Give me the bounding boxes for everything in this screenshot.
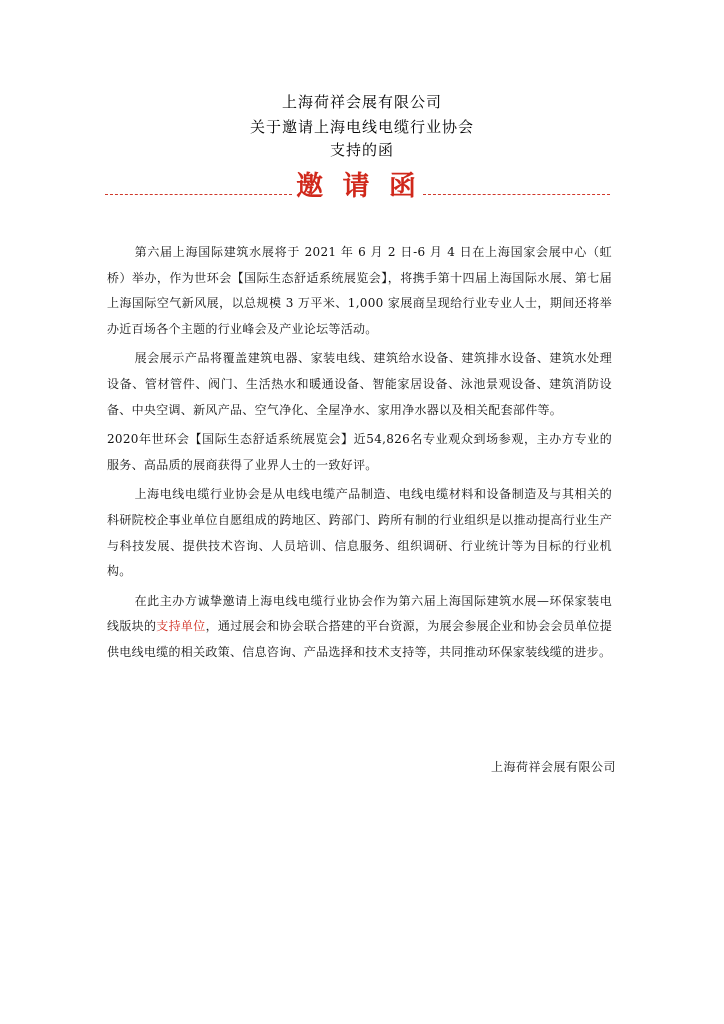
paragraph-2020-stats: 2020年世环会【国际生态舒适系统展览会】近54,826名专业观众到场参观，主办方专业的服务、高品质的展商获得了业界人士的一致好评。 (107, 432, 612, 472)
paragraph-exhibition-intro: 第六届上海国际建筑水展将于 2021 年 6 月 2 日-6 月 4 日在上海国家会展中心（虹桥）举办，作为世环会【国际生态舒适系统展览会】，将携手第十四届上海国际水展、第七届上海国际空气新风展，以总规模 3 万平米、1,000 家展商呈现给行业专业人士，期间还将举办近百场各个主题的行业峰会及产业论坛等活动。 (107, 245, 612, 336)
signature: 上海荷祥会展有限公司 (490, 760, 616, 774)
left-dashed-divider (105, 194, 292, 195)
subject-heading-suffix: 支持的函 (329, 141, 394, 159)
paragraph-association: 上海电线电缆行业协会是从电线电缆产品制造、电线电缆材料和设备制造及与其相关的科研院校企事业单位自愿组成的跨地区、跨部门、跨所有制的行业组织是以推动提高行业生产与科技发展、提供技术咨询、人员培训、信息服务、组织调研、行业统计等为目标的行业机构。 (107, 487, 612, 579)
invitation-title: 邀 请 函 (296, 170, 421, 202)
paragraph-invitation (107, 589, 612, 666)
support-unit-highlight: 支持单位 (156, 619, 206, 634)
invitation-text-before: 在此主办方诚挚邀请上海电线电缆行业协会作为第六届上海国际建筑水展—环保家装电线版块的 (107, 593, 612, 634)
paragraph-products: 展会展示产品将覆盖建筑电器、家装电线、建筑给水设备、建筑排水设备、建筑水处理设备、管材管件、阀门、生活热水和暖通设备、智能家居设备、泳池景观设备、建筑消防设备、中央空调、新风产品、空气净化、全屋净水、家用净水器以及相关配套部件等。 (107, 351, 612, 417)
letter-body (107, 240, 612, 670)
company-heading: 上海荷祥会展有限公司 (281, 93, 442, 111)
subject-heading: 关于邀请上海电线电缆行业协会 (249, 118, 474, 136)
title-row (105, 163, 610, 203)
invitation-text-after: ，通过展会和协会联合搭建的平台资源，为展会参展企业和协会会员单位提供电线电缆的相关政策、信息咨询、产品选择和技术支持等，共同推动环保家装线缆的进步。 (107, 619, 613, 659)
right-dashed-divider (423, 194, 610, 195)
